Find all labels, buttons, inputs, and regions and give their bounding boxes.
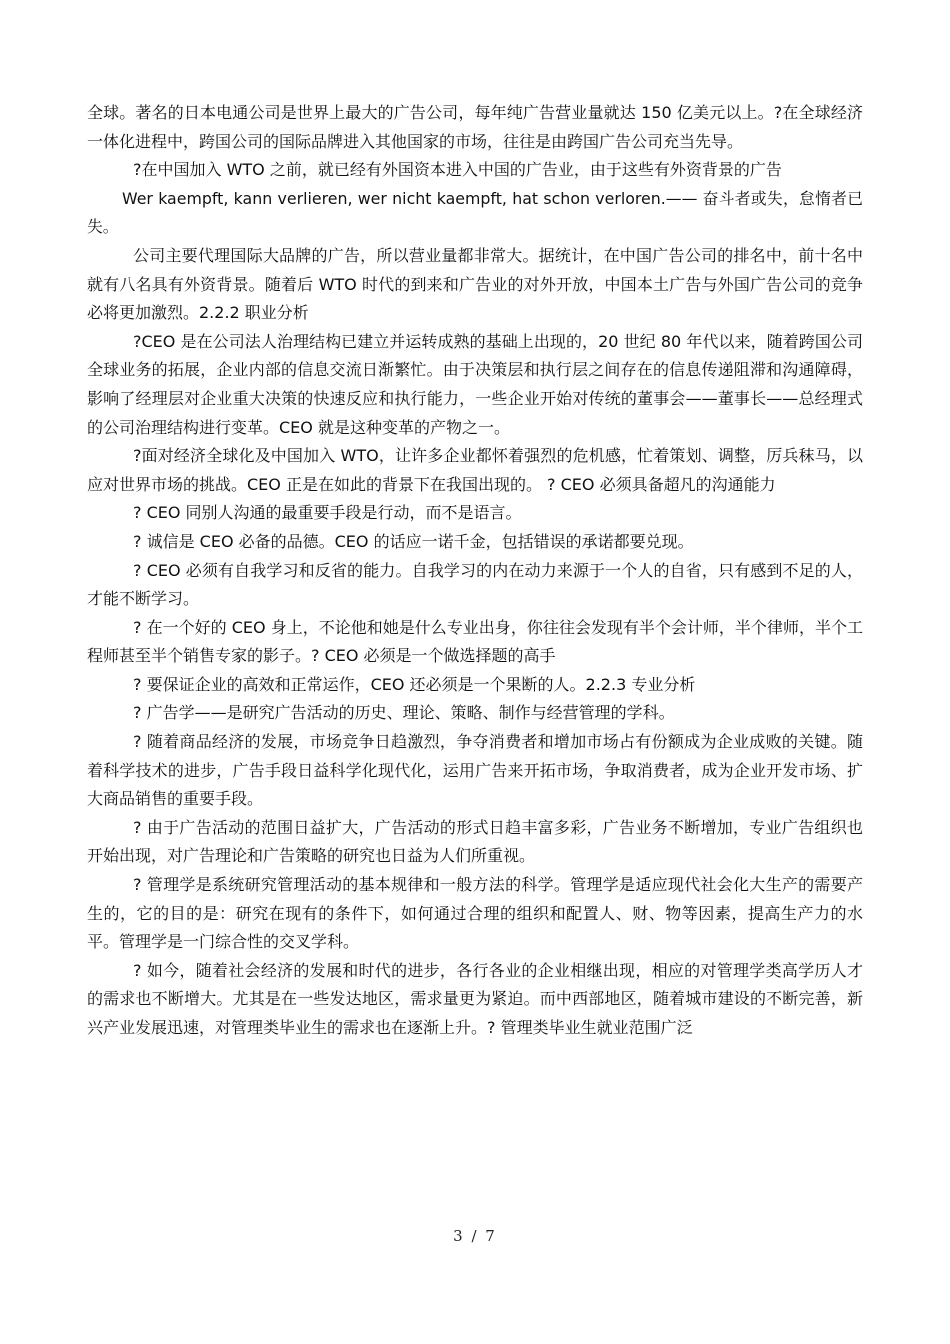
paragraph: ? 要保证企业的高效和正常运作，CEO 还必须是一个果断的人。2.2.3 专业分析 — [133, 674, 696, 694]
paragraph: ? 在一个好的 CEO 身上，不论他和她是什么专业出身，你往往会发现有半个会计师，半个律师，半个工程师甚至半个销售专家的影子。? CEO 必须是一个做选择题的高手 — [87, 617, 863, 666]
paragraph: ? 如今，随着社会经济的发展和时代的进步，各行各业的企业相继出现，相应的对管理学类高学历人才的需求也不断增大。尤其是在一些发达地区，需求量更为紧迫。而中西部地区，随着城市建设的不断完善，新兴产业发展迅速，对管理类毕业生的需求也在逐渐上升。? 管理类毕业生就业范围广泛 — [87, 960, 863, 1037]
paragraph: ? 随着商品经济的发展，市场竞争日趋激烈，争夺消费者和增加市场占有份额成为企业成败的关键。随着科学技术的进步，广告手段日益科学化现代化，运用广告来开拓市场，争取消费者，成为企业开发市场、扩大商品销售的重要手段。 — [87, 732, 863, 809]
paragraph: ? 管理学是系统研究管理活动的基本规律和一般方法的科学。管理学是适应现代社会化大生产的需要产生的，它的目的是：研究在现有的条件下，如何通过合理的组织和配置人、财、物等因素，提高生产力的水平。管理学是一门综合性的交叉学科。 — [87, 875, 863, 952]
paragraph: ?面对经济全球化及中国加入 WTO，让许多企业都怀着强烈的危机感，忙着策划、调整，厉兵秣马，以应对世界市场的挑战。CEO 正是在如此的背景下在我国出现的。 ? CEO 必须具备超凡的沟通能力 — [87, 446, 863, 494]
paragraph: ? 广告学——是研究广告活动的历史、理论、策略、制作与经营管理的学科。 — [133, 703, 675, 723]
paragraph: 全球。著名的日本电通公司是世界上最大的广告公司，每年纯广告营业量就达 150 亿美元以上。?在全球经济一体化进程中，跨国公司的国际品牌进入其他国家的市场，往往是由跨国广告公司充当先导。 — [87, 103, 863, 151]
page-number: 3 / 7 — [453, 1227, 497, 1245]
paragraph: ?CEO 是在公司法人治理结构已建立并运转成熟的基础上出现的，20 世纪 80 年代以来，随着跨国公司全球业务的拓展，企业内部的信息交流日渐繁忙。由于决策层和执行层之间存在的信息传递阻滞和沟通障碍，影响了经理层对企业重大决策的快速反应和执行能力，一些企业开始对传统的董事会——董事长——总经理式的公司治理结构进行变革。CEO 就是这种变革的产物之一。 — [87, 331, 863, 437]
paragraph: ? 由于广告活动的范围日益扩大，广告活动的形式日趋丰富多彩，广告业务不断增加，专业广告组织也开始出现，对广告理论和广告策略的研究也日益为人们所重视。 — [87, 817, 863, 866]
paragraph: ? CEO 必须有自我学习和反省的能力。自我学习的内在动力来源于一个人的自省，只有感到不足的人，才能不断学习。 — [87, 560, 863, 609]
paragraph: 公司主要代理国际大品牌的广告，所以营业量都非常大。据统计，在中国广告公司的排名中，前十名中就有八名具有外资背景。随着后 WTO 时代的到来和广告业的对外开放，中国本土广告与外国广告公司的竞争必将更加激烈。2.2.2 职业分析 — [87, 245, 863, 323]
paragraph: ?在中国加入 WTO 之前，就已经有外国资本进入中国的广告业，由于这些有外资背景的广告 — [133, 160, 782, 180]
quote-paragraph: Wer kaempft, kann verlieren, wer nicht kaempft, hat schon verloren.—— 奋斗者或失，怠惰者已失。 — [87, 188, 863, 237]
paragraph: ? 诚信是 CEO 必备的品德。CEO 的话应一诺千金，包括错误的承诺都要兑现。 — [133, 531, 694, 551]
paragraph: ? CEO 同别人沟通的最重要手段是行动，而不是语言。 — [133, 503, 522, 523]
body-text — [87, 99, 863, 1043]
